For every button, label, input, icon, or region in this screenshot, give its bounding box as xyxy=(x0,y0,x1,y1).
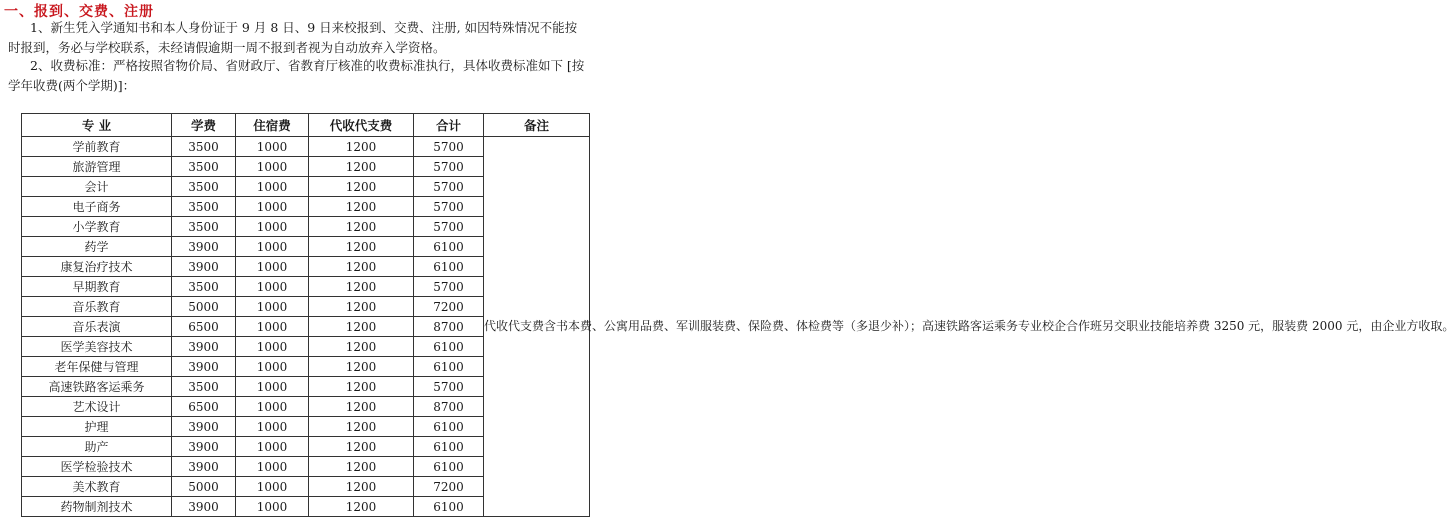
header-agency-fee: 代收代支费 xyxy=(309,114,414,137)
table-header-row xyxy=(22,114,590,137)
cell-total: 6100 xyxy=(414,417,484,437)
cell-tuition: 3500 xyxy=(172,177,236,197)
cell-major: 旅游管理 xyxy=(22,157,172,177)
cell-total: 6100 xyxy=(414,237,484,257)
cell-major: 音乐教育 xyxy=(22,297,172,317)
cell-total: 6100 xyxy=(414,337,484,357)
cell-major: 高速铁路客运乘务 xyxy=(22,377,172,397)
cell-accommodation: 1000 xyxy=(236,297,309,317)
cell-agency-fee: 1200 xyxy=(309,317,414,337)
remarks-cell: 代收代支费含书本费、公寓用品费、军训服装费、保险费、体检费等（多退少补）；高速铁路客运乘务专业校企合作班另交职业技能培养费 3250 元，服装费 2000 元，由企业方收取。 xyxy=(484,137,590,517)
cell-accommodation: 1000 xyxy=(236,157,309,177)
cell-major: 小学教育 xyxy=(22,217,172,237)
cell-tuition: 5000 xyxy=(172,297,236,317)
cell-total: 5700 xyxy=(414,157,484,177)
cell-total: 8700 xyxy=(414,397,484,417)
cell-tuition: 3500 xyxy=(172,137,236,157)
cell-tuition: 3900 xyxy=(172,457,236,477)
cell-tuition: 6500 xyxy=(172,317,236,337)
cell-tuition: 6500 xyxy=(172,397,236,417)
cell-accommodation: 1000 xyxy=(236,317,309,337)
cell-tuition: 3500 xyxy=(172,277,236,297)
cell-major: 医学检验技术 xyxy=(22,457,172,477)
cell-agency-fee: 1200 xyxy=(309,377,414,397)
cell-major: 艺术设计 xyxy=(22,397,172,417)
cell-major: 药物制剂技术 xyxy=(22,497,172,517)
cell-total: 5700 xyxy=(414,277,484,297)
cell-agency-fee: 1200 xyxy=(309,497,414,517)
cell-major: 早期教育 xyxy=(22,277,172,297)
cell-tuition: 3500 xyxy=(172,157,236,177)
paragraph-fee-standard: 2、收费标准：严格按照省物价局、省财政厅、省教育厅核准的收费标准执行，具体收费标准如下 [按学年收费(两个学期)]： xyxy=(8,58,585,93)
cell-agency-fee: 1200 xyxy=(309,257,414,277)
cell-major: 药学 xyxy=(22,237,172,257)
cell-major: 音乐表演 xyxy=(22,317,172,337)
header-tuition: 学费 xyxy=(172,114,236,137)
table-row xyxy=(22,137,590,157)
cell-major: 电子商务 xyxy=(22,197,172,217)
header-remarks: 备注 xyxy=(484,114,590,137)
cell-accommodation: 1000 xyxy=(236,197,309,217)
cell-tuition: 3900 xyxy=(172,417,236,437)
cell-tuition: 3500 xyxy=(172,197,236,217)
cell-tuition: 3900 xyxy=(172,237,236,257)
cell-accommodation: 1000 xyxy=(236,417,309,437)
cell-tuition: 3900 xyxy=(172,257,236,277)
cell-agency-fee: 1200 xyxy=(309,357,414,377)
cell-tuition: 5000 xyxy=(172,477,236,497)
cell-agency-fee: 1200 xyxy=(309,397,414,417)
cell-tuition: 3900 xyxy=(172,357,236,377)
cell-tuition: 3500 xyxy=(172,377,236,397)
cell-total: 5700 xyxy=(414,217,484,237)
cell-agency-fee: 1200 xyxy=(309,437,414,457)
cell-accommodation: 1000 xyxy=(236,217,309,237)
cell-total: 5700 xyxy=(414,137,484,157)
cell-accommodation: 1000 xyxy=(236,277,309,297)
cell-agency-fee: 1200 xyxy=(309,137,414,157)
cell-tuition: 3900 xyxy=(172,497,236,517)
cell-major: 会计 xyxy=(22,177,172,197)
cell-major: 老年保健与管理 xyxy=(22,357,172,377)
cell-total: 5700 xyxy=(414,177,484,197)
cell-agency-fee: 1200 xyxy=(309,237,414,257)
cell-agency-fee: 1200 xyxy=(309,297,414,317)
cell-major: 护理 xyxy=(22,417,172,437)
fee-table xyxy=(21,113,1454,517)
cell-total: 5700 xyxy=(414,377,484,397)
header-accommodation: 住宿费 xyxy=(236,114,309,137)
cell-accommodation: 1000 xyxy=(236,377,309,397)
section-title: 一、报到、交费、注册 xyxy=(4,4,154,20)
cell-agency-fee: 1200 xyxy=(309,457,414,477)
cell-major: 学前教育 xyxy=(22,137,172,157)
cell-major: 助产 xyxy=(22,437,172,457)
cell-tuition: 3500 xyxy=(172,217,236,237)
cell-accommodation: 1000 xyxy=(236,237,309,257)
cell-tuition: 3900 xyxy=(172,337,236,357)
cell-accommodation: 1000 xyxy=(236,257,309,277)
cell-major: 康复治疗技术 xyxy=(22,257,172,277)
paragraph-registration: 1、新生凭入学通知书和本人身份证于 9 月 8 日、9 日来校报到、交费、注册, 如因特殊情况不能按时报到，务必与学校联系，未经请假逾期一周不报到者视为自动放弃入学资格。 xyxy=(8,20,578,55)
cell-agency-fee: 1200 xyxy=(309,417,414,437)
cell-agency-fee: 1200 xyxy=(309,177,414,197)
cell-agency-fee: 1200 xyxy=(309,157,414,177)
cell-agency-fee: 1200 xyxy=(309,217,414,237)
cell-accommodation: 1000 xyxy=(236,337,309,357)
cell-accommodation: 1000 xyxy=(236,497,309,517)
cell-tuition: 3900 xyxy=(172,437,236,457)
cell-agency-fee: 1200 xyxy=(309,477,414,497)
cell-agency-fee: 1200 xyxy=(309,337,414,357)
cell-total: 6100 xyxy=(414,437,484,457)
cell-accommodation: 1000 xyxy=(236,137,309,157)
cell-agency-fee: 1200 xyxy=(309,277,414,297)
cell-accommodation: 1000 xyxy=(236,357,309,377)
cell-total: 7200 xyxy=(414,477,484,497)
header-total: 合计 xyxy=(414,114,484,137)
header-major: 专 业 xyxy=(22,114,172,137)
cell-total: 6100 xyxy=(414,497,484,517)
cell-total: 5700 xyxy=(414,197,484,217)
cell-major: 美术教育 xyxy=(22,477,172,497)
cell-accommodation: 1000 xyxy=(236,457,309,477)
cell-accommodation: 1000 xyxy=(236,477,309,497)
cell-agency-fee: 1200 xyxy=(309,197,414,217)
cell-total: 6100 xyxy=(414,457,484,477)
cell-total: 7200 xyxy=(414,297,484,317)
cell-total: 8700 xyxy=(414,317,484,337)
cell-accommodation: 1000 xyxy=(236,397,309,417)
cell-accommodation: 1000 xyxy=(236,437,309,457)
cell-total: 6100 xyxy=(414,257,484,277)
cell-total: 6100 xyxy=(414,357,484,377)
cell-major: 医学美容技术 xyxy=(22,337,172,357)
cell-accommodation: 1000 xyxy=(236,177,309,197)
fee-table-body xyxy=(22,137,1454,517)
